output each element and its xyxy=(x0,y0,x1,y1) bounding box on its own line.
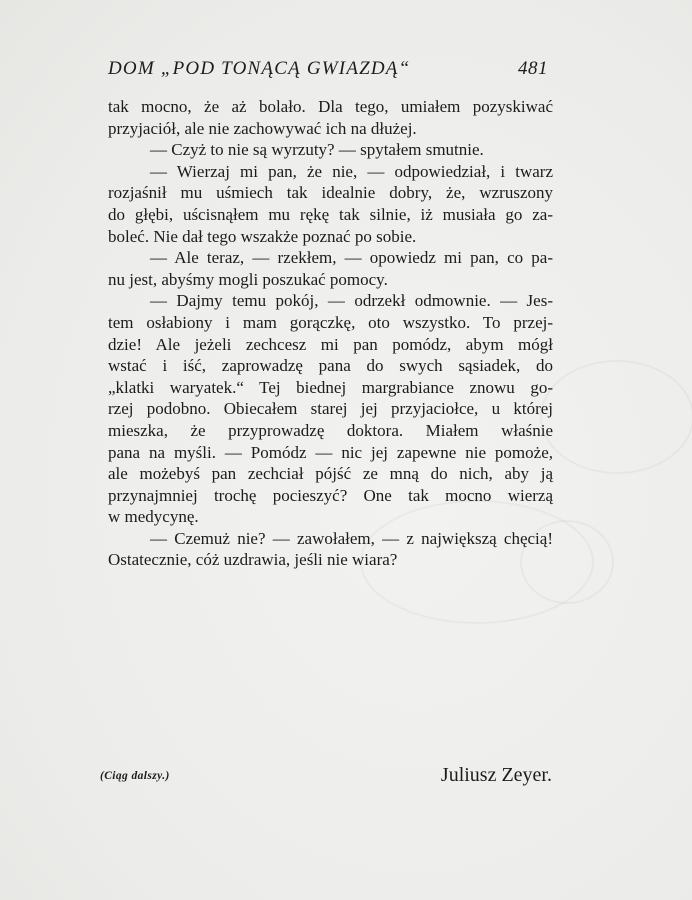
text-line: dzie! Ale jeżeli zechcesz mi pan pomódz, abym mógł xyxy=(108,334,553,354)
text-line: — Czyż to nie są wyrzuty? — spytałem smutnie. xyxy=(150,140,484,160)
text-line: rozjaśnił mu uśmiech tak idealnie dobry, że, wzruszony xyxy=(108,183,553,203)
text-line: tem osłabiony i mam gorączkę, oto wszystko. To przej- xyxy=(108,312,553,332)
text-line: — Czemuż nie? — zawołałem, — z największą chęcią! xyxy=(150,528,553,548)
text-line: boleć. Nie dał tego wszakże poznać po sobie. xyxy=(108,226,417,246)
body-text xyxy=(108,96,553,571)
text-line: wstać i iść, zaprowadzę pana do swych sąsiadek, do xyxy=(108,356,553,376)
page-footer xyxy=(100,764,552,794)
text-line: ale możebyś pan zechciał pójść ze mną do nich, aby ją xyxy=(108,464,553,484)
page-number: 481 xyxy=(518,58,548,79)
text-line: przyjaciół, ale nie zachowywać ich na dłużej. xyxy=(108,118,417,138)
continued-note: (Ciąg dalszy.) xyxy=(100,770,170,782)
text-line: do głębi, uścisnąłem mu rękę tak silnie, iż musiała go za- xyxy=(108,204,553,224)
text-line: mieszka, że przyprowadzę doktora. Miałem właśnie xyxy=(108,420,553,440)
text-line: pana na myśli. — Pomódz — nic jej zapewne nie pomoże, xyxy=(108,442,553,462)
text-line: przynajmniej trochę pocieszyć? One tak mocno wierzą xyxy=(108,485,553,505)
text-line: — Dajmy temu pokój, — odrzekł odmownie. — Jes- xyxy=(150,291,553,311)
text-line: „klatki waryatek.“ Tej biednej margrabiance znowu go- xyxy=(108,377,553,397)
text-line: Ostatecznie, cóż uzdrawia, jeśli nie wiara? xyxy=(108,550,398,570)
author-signature: Juliusz Zeyer. xyxy=(440,764,552,786)
text-line: — Ale teraz, — rzekłem, — opowiedz mi pan, co pa- xyxy=(150,248,553,268)
running-title: DOM „POD TONĄCĄ GWIAZDĄ“ xyxy=(108,58,411,79)
text-line: w medycynę. xyxy=(108,507,199,527)
text-line: rzej podobno. Obiecałem starej jej przyjaciołce, u której xyxy=(108,399,553,419)
text-line: nu jest, abyśmy mogli poszukać pomocy. xyxy=(108,269,388,289)
text-line: tak mocno, że aż bolało. Dla tego, umiałem pozyskiwać xyxy=(108,97,553,116)
bleed-through-ornament xyxy=(540,360,692,474)
text-line: — Wierzaj mi pan, że nie, — odpowiedział, i twarz xyxy=(150,161,553,181)
page-header xyxy=(108,58,548,88)
